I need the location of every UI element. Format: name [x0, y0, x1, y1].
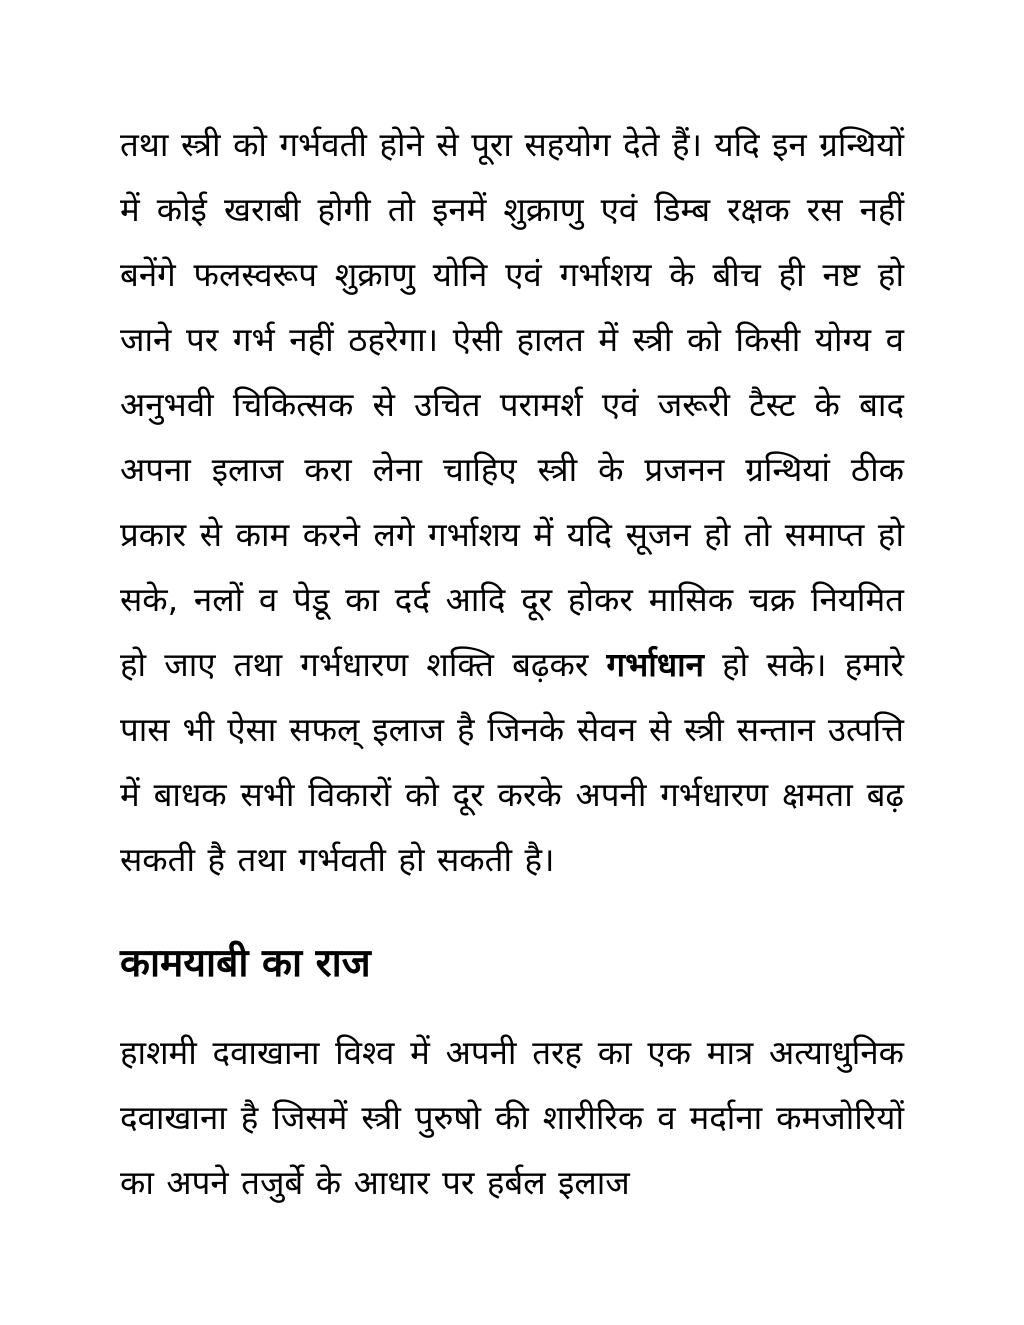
paragraph-1-text-end: हो सके। हमारे पास भी ऐसा सफल् इलाज है जिनके सेवन से स्त्री सन्तान उत्पत्ति में बाधक सभी विकारों को दूर करके अपनी गर्भधारण क्षमता बढ़ सकती है तथा गर्भवती हो सकती है।: [120, 645, 904, 879]
section-heading: कामयाबी का राज: [120, 941, 371, 986]
document-page: [120, 112, 904, 1215]
body-paragraph-2: हाशमी दवाखाना विश्व में अपनी तरह का एक मात्र अत्याधुनिक दवाखाना है जिसमें स्त्री पुरुषो की शारीरिक व मर्दाना कमजोरियों का अपने तजुर्बे के आधार पर हर्बल इलाज: [120, 1033, 904, 1202]
paragraph-1-text-start: तथा स्त्री को गर्भवती होने से पूरा सहयोग देते हैं। यदि इन ग्रन्थियों में कोई खराबी होगी तो इनमें शुक्राणु एवं डिम्ब रक्षक रस नहीं बनेंगे फलस्वरूप शुक्राणु योनि एवं गर्भाशय के बीच ही नष्ट हो जाने पर गर्भ नहीं ठहरेगा। ऐसी हालत में स्त्री को किसी योग्य व अनुभवी चिकित्सक से उचित परामर्श एवं जरूरी टैस्ट के बाद अपना इलाज करा लेना चाहिए स्त्री के प्रजनन ग्रन्थियां ठीक प्रकार से काम करने लगे गर्भाशय में यदि सूजन हो तो समाप्त हो सके, नलों व पेडू का दर्द आदि दूर होकर मासिक चक्र नियमित हो जाए तथा गर्भधारण शक्ति बढ़कर: [120, 125, 904, 684]
body-paragraph-1: [120, 112, 904, 892]
bold-term: गर्भाधान: [606, 645, 704, 684]
